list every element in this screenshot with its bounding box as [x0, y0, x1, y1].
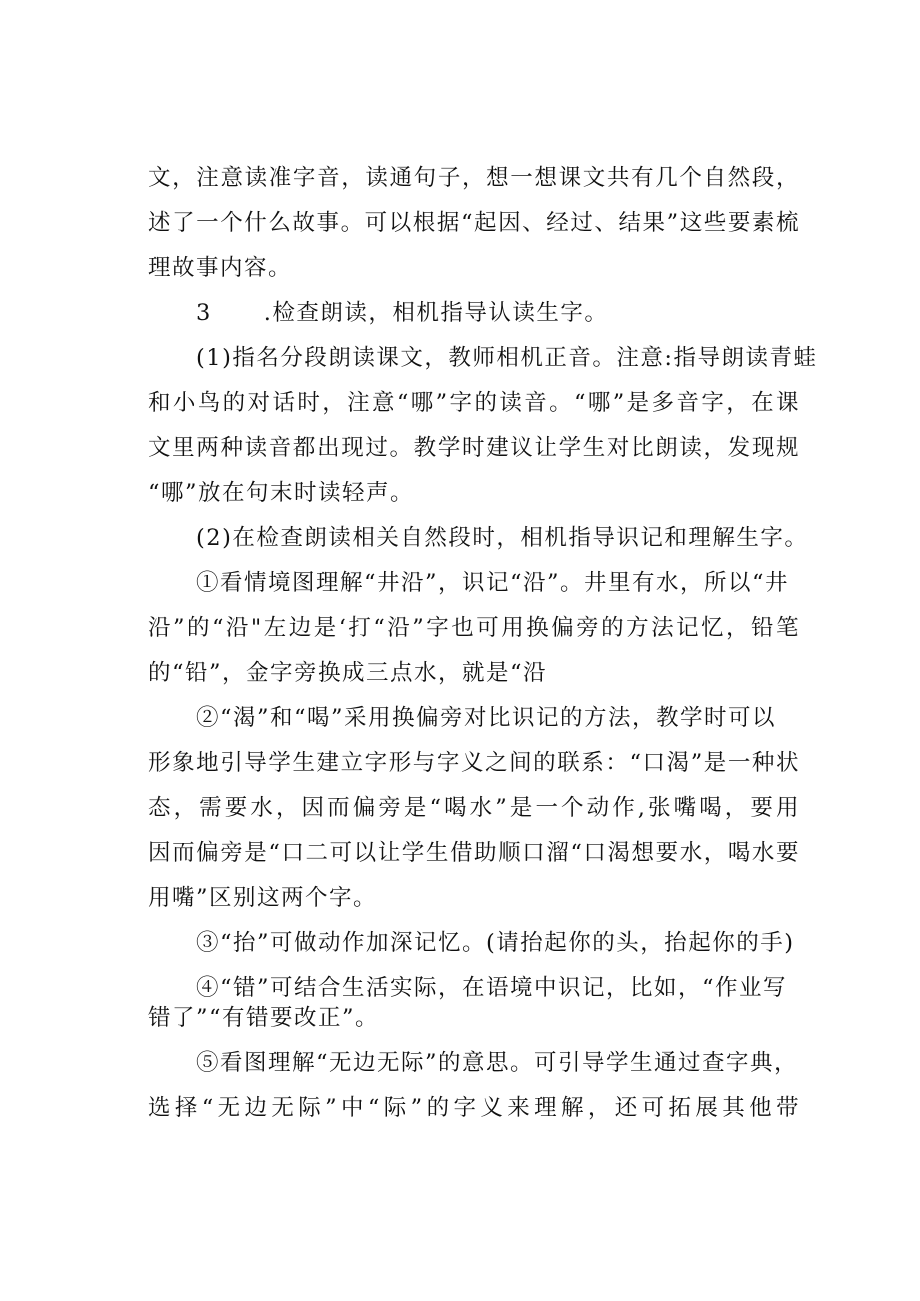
- text-line-13: ②“渴”和“喝”采用换偏旁对比识记的方法，教学时可以: [196, 705, 777, 731]
- text-line-7: 文里两种读音都出现过。教学时建议让学生对比朗读，发现规: [148, 435, 800, 461]
- text-line-18: ③“抬”可做动作加深记忆。(请抬起你的头，抬起你的手): [196, 930, 795, 956]
- text-line-11: 沿”的“沿"左边是‘打“沿”字也可用换偏旁的方法记忆，铅笔: [148, 615, 800, 641]
- text-line-3: 理故事内容。: [148, 255, 293, 281]
- text-line-2: 述了一个什么故事。可以根据“起因、经过、结果”这些要素梳: [148, 210, 800, 236]
- text-line-10: ①看情境图理解“井沿”，识记“沿”。井里有水，所以“井: [196, 570, 790, 596]
- text-line-22: 选择“无边无际”中“际”的字义来理解，还可拓展其他带: [148, 1095, 800, 1121]
- text-line-6: 和小鸟的对话时，注意“哪”字的读音。“哪”是多音字，在课: [148, 390, 800, 416]
- text-line-17: 用嘴”区别这两个字。: [148, 885, 378, 911]
- text-line-16: 因而偏旁是“口二可以让学生借助顺口溜“口渴想要水，喝水要: [148, 840, 800, 866]
- text-line-12: 的“铅”，金字旁换成三点水，就是“沿: [148, 660, 548, 686]
- text-line-1: 文，注意读准字音，读通句子，想一想课文共有几个自然段，: [148, 165, 800, 191]
- text-line-15: 态，需要水，因而偏旁是“喝水”是一个动作,张嘴喝，要用: [148, 795, 800, 821]
- text-line-8: “哪”放在句末时读轻声。: [148, 480, 415, 506]
- text-line-14: 形象地引导学生建立字形与字义之间的联系：“口渴”是一种状: [148, 750, 800, 776]
- text-line-5: (1)指名分段朗读课文，教师相机正音。注意:指导朗读青蛙: [196, 345, 818, 371]
- text-line-19: ④“错”可结合生活实际，在语境中识记，比如，“作业写: [196, 975, 788, 1001]
- text-line-20: 错了”“有错要改正”。: [148, 1005, 380, 1031]
- text-line-4: 3 .检查朗读，相机指导认读生字。: [196, 300, 609, 326]
- text-line-9: (2)在检查朗读相关自然段时，相机指导识记和理解生字。: [196, 525, 809, 551]
- text-line-21: ⑤看图理解“无边无际”的意思。可引导学生通过查字典，: [196, 1050, 799, 1076]
